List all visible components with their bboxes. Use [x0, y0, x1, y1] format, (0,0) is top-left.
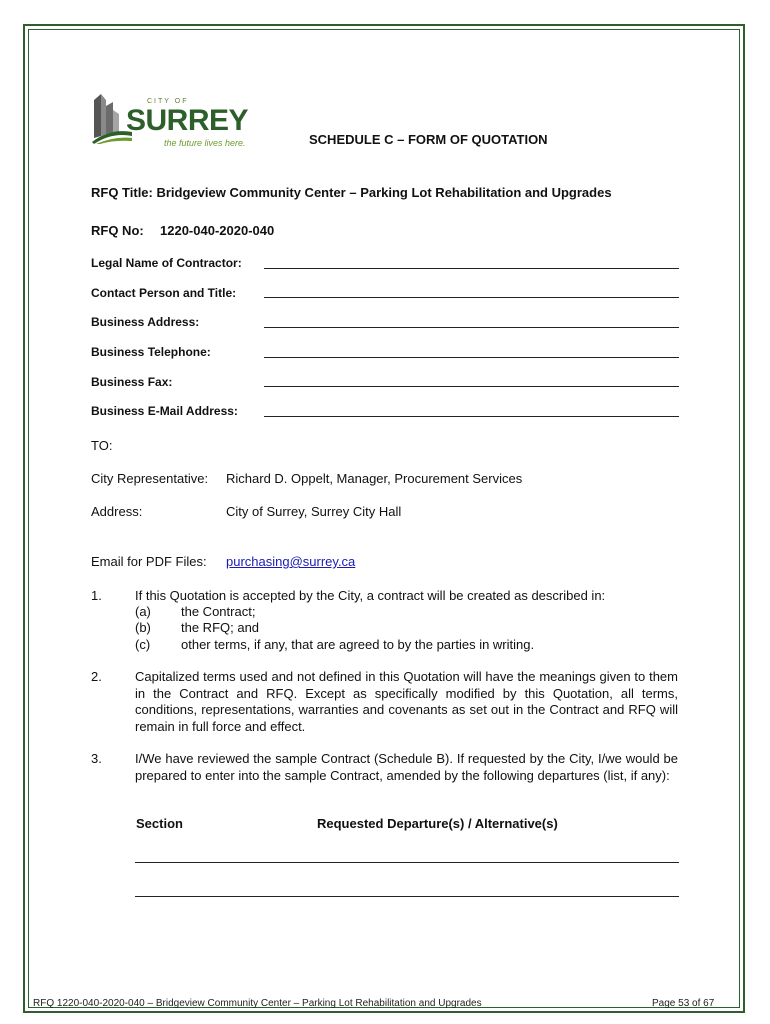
- sub-item-text: the RFQ; and: [181, 620, 260, 635]
- contact-person-label: Contact Person and Title:: [91, 286, 237, 300]
- sub-item-letter: (b): [135, 620, 151, 635]
- business-address-label: Business Address:: [91, 315, 200, 329]
- page-title: SCHEDULE C – FORM OF QUOTATION: [309, 132, 548, 147]
- sub-item-letter: (a): [135, 604, 151, 619]
- logo-city-of: CITY OF: [147, 98, 189, 105]
- contact-person-field[interactable]: [264, 297, 679, 298]
- email-link[interactable]: purchasing@surrey.ca: [226, 554, 356, 569]
- item-number: 3.: [91, 751, 102, 766]
- footer-page-number: Page 53 of 67: [652, 998, 715, 1009]
- business-telephone-label: Business Telephone:: [91, 345, 211, 359]
- business-fax-field[interactable]: [264, 386, 679, 387]
- section-column-header: Section: [136, 816, 183, 831]
- requested-departure-column-header: Requested Departure(s) / Alternative(s): [317, 816, 558, 831]
- departure-entry-line[interactable]: [135, 896, 679, 897]
- footer-document-ref: RFQ 1220-040-2020-040 – Bridgeview Community Center – Parking Lot Rehabilitation and Upgrades: [33, 998, 482, 1009]
- address-label: Address:: [91, 504, 143, 519]
- logo-tagline: the future lives here.: [164, 138, 246, 148]
- logo-wordmark: SURREY: [126, 104, 249, 137]
- departure-entry-line[interactable]: [135, 862, 679, 863]
- sub-item-text: other terms, if any, that are agreed to by the parties in writing.: [181, 637, 535, 652]
- business-fax-label: Business Fax:: [91, 375, 173, 389]
- surrey-logo: [92, 90, 252, 152]
- business-telephone-field[interactable]: [264, 357, 679, 358]
- email-label: Email for PDF Files:: [91, 554, 207, 569]
- item-text: Capitalized terms used and not defined in this Quotation will have the meanings given to them in the Contract and RFQ. Except as specifically modified by this Quotation, all terms, conditions, representations, warranties and covenants as set out in the Contract and RFQ will remain in full force and effect.: [135, 669, 678, 734]
- business-email-field[interactable]: [264, 416, 679, 417]
- item-number: 2.: [91, 669, 102, 684]
- rfq-no-label: RFQ No:: [91, 223, 144, 238]
- legal-name-field[interactable]: [264, 268, 679, 269]
- business-address-field[interactable]: [264, 327, 679, 328]
- item-text: If this Quotation is accepted by the City, a contract will be created as described in:: [135, 588, 606, 603]
- city-rep-value: Richard D. Oppelt, Manager, Procurement Services: [226, 471, 523, 486]
- item-number: 1.: [91, 588, 102, 603]
- address-value: City of Surrey, Surrey City Hall: [226, 504, 402, 519]
- to-label: TO:: [91, 438, 113, 453]
- rfq-title: RFQ Title: Bridgeview Community Center – Parking Lot Rehabilitation and Upgrades: [91, 185, 612, 200]
- sub-item-text: the Contract;: [181, 604, 256, 619]
- city-rep-label: City Representative:: [91, 471, 209, 486]
- item-text: I/We have reviewed the sample Contract (Schedule B). If requested by the City, I/we would be prepared to enter into the sample Contract, amended by the following departures (list, if any):: [135, 751, 678, 783]
- business-email-label: Business E-Mail Address:: [91, 404, 238, 418]
- rfq-no-value: 1220-040-2020-040: [160, 223, 275, 238]
- sub-item-letter: (c): [135, 637, 151, 652]
- legal-name-label: Legal Name of Contractor:: [91, 256, 242, 270]
